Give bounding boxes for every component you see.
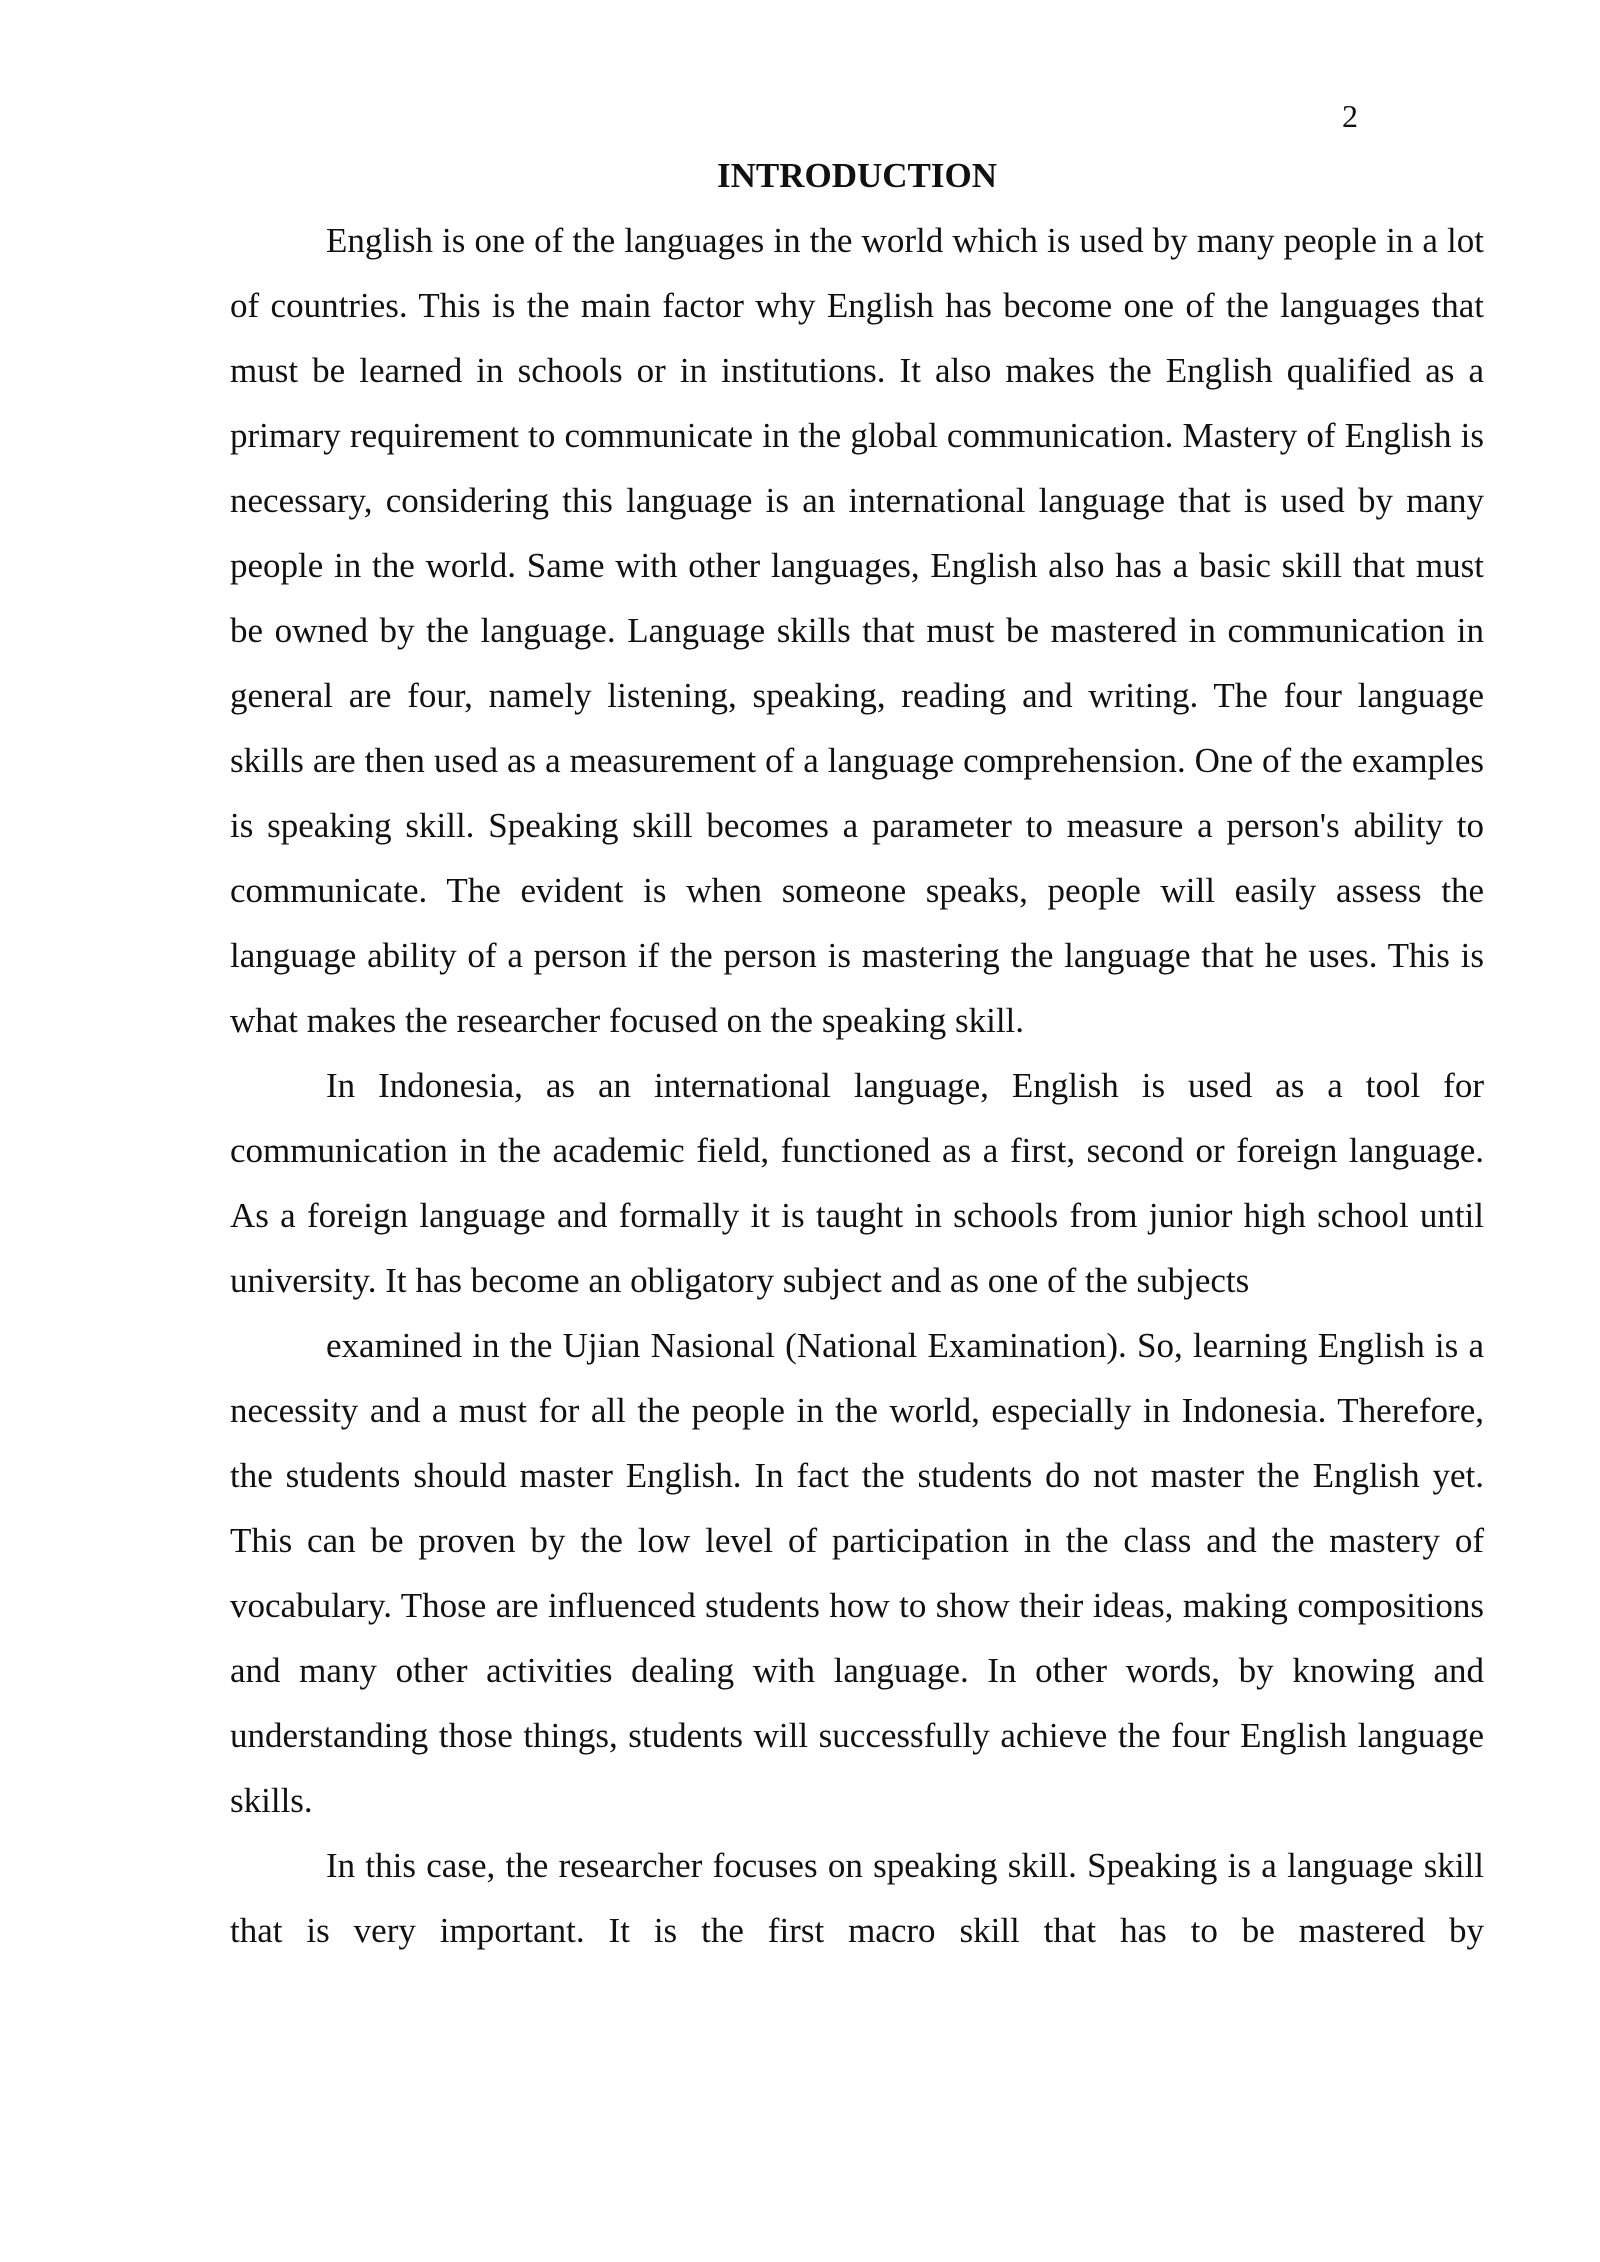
page-number: 2 <box>1342 98 1358 134</box>
paragraph: In this case, the researcher focuses on speaking skill. Speaking is a language skill that is very important. It is the first macro skill that has to be mastered by <box>230 1846 1484 1950</box>
paragraph: examined in the Ujian Nasional (National Examination). So, learning English is a necessity and a must for all the people in the world, especially in Indonesia. Therefore, the students should master English. In fact the students do not master the English yet. This can be proven by the low level of participation in the class and the mastery of vocabulary. Those are influenced students how to show their ideas, making compositions and many other activities dealing with language. In other words, by knowing and understanding those things, students will successfully achieve the four English language skills. <box>230 1326 1484 1820</box>
section-heading: INTRODUCTION <box>716 156 998 195</box>
paragraph: In Indonesia, as an international language, English is used as a tool for communication in the academic field, functioned as a first, second or foreign language. As a foreign language and formally it is taught in schools from junior high school until university. It has become an obligatory subject and as one of the subjects <box>230 1066 1484 1300</box>
paragraph: English is one of the languages in the world which is used by many people in a lot of countries. This is the main factor why English has become one of the languages that must be learned in schools or in institutions. It also makes the English qualified as a primary requirement to communicate in the global communication. Mastery of English is necessary, considering this language is an international language that is used by many people in the world. Same with other languages, English also has a basic skill that must be owned by the language. Language skills that must be mastered in communication in general are four, namely listening, speaking, reading and writing. The four language skills are then used as a measurement of a language comprehension. One of the examples is speaking skill. Speaking skill becomes a parameter to measure a person's ability to communicate. The evident is when someone speaks, people will easily assess the language ability of a person if the person is mastering the language that he uses. This is what makes the researcher focused on the speaking skill. <box>230 221 1484 1040</box>
body-text <box>230 208 1484 1963</box>
